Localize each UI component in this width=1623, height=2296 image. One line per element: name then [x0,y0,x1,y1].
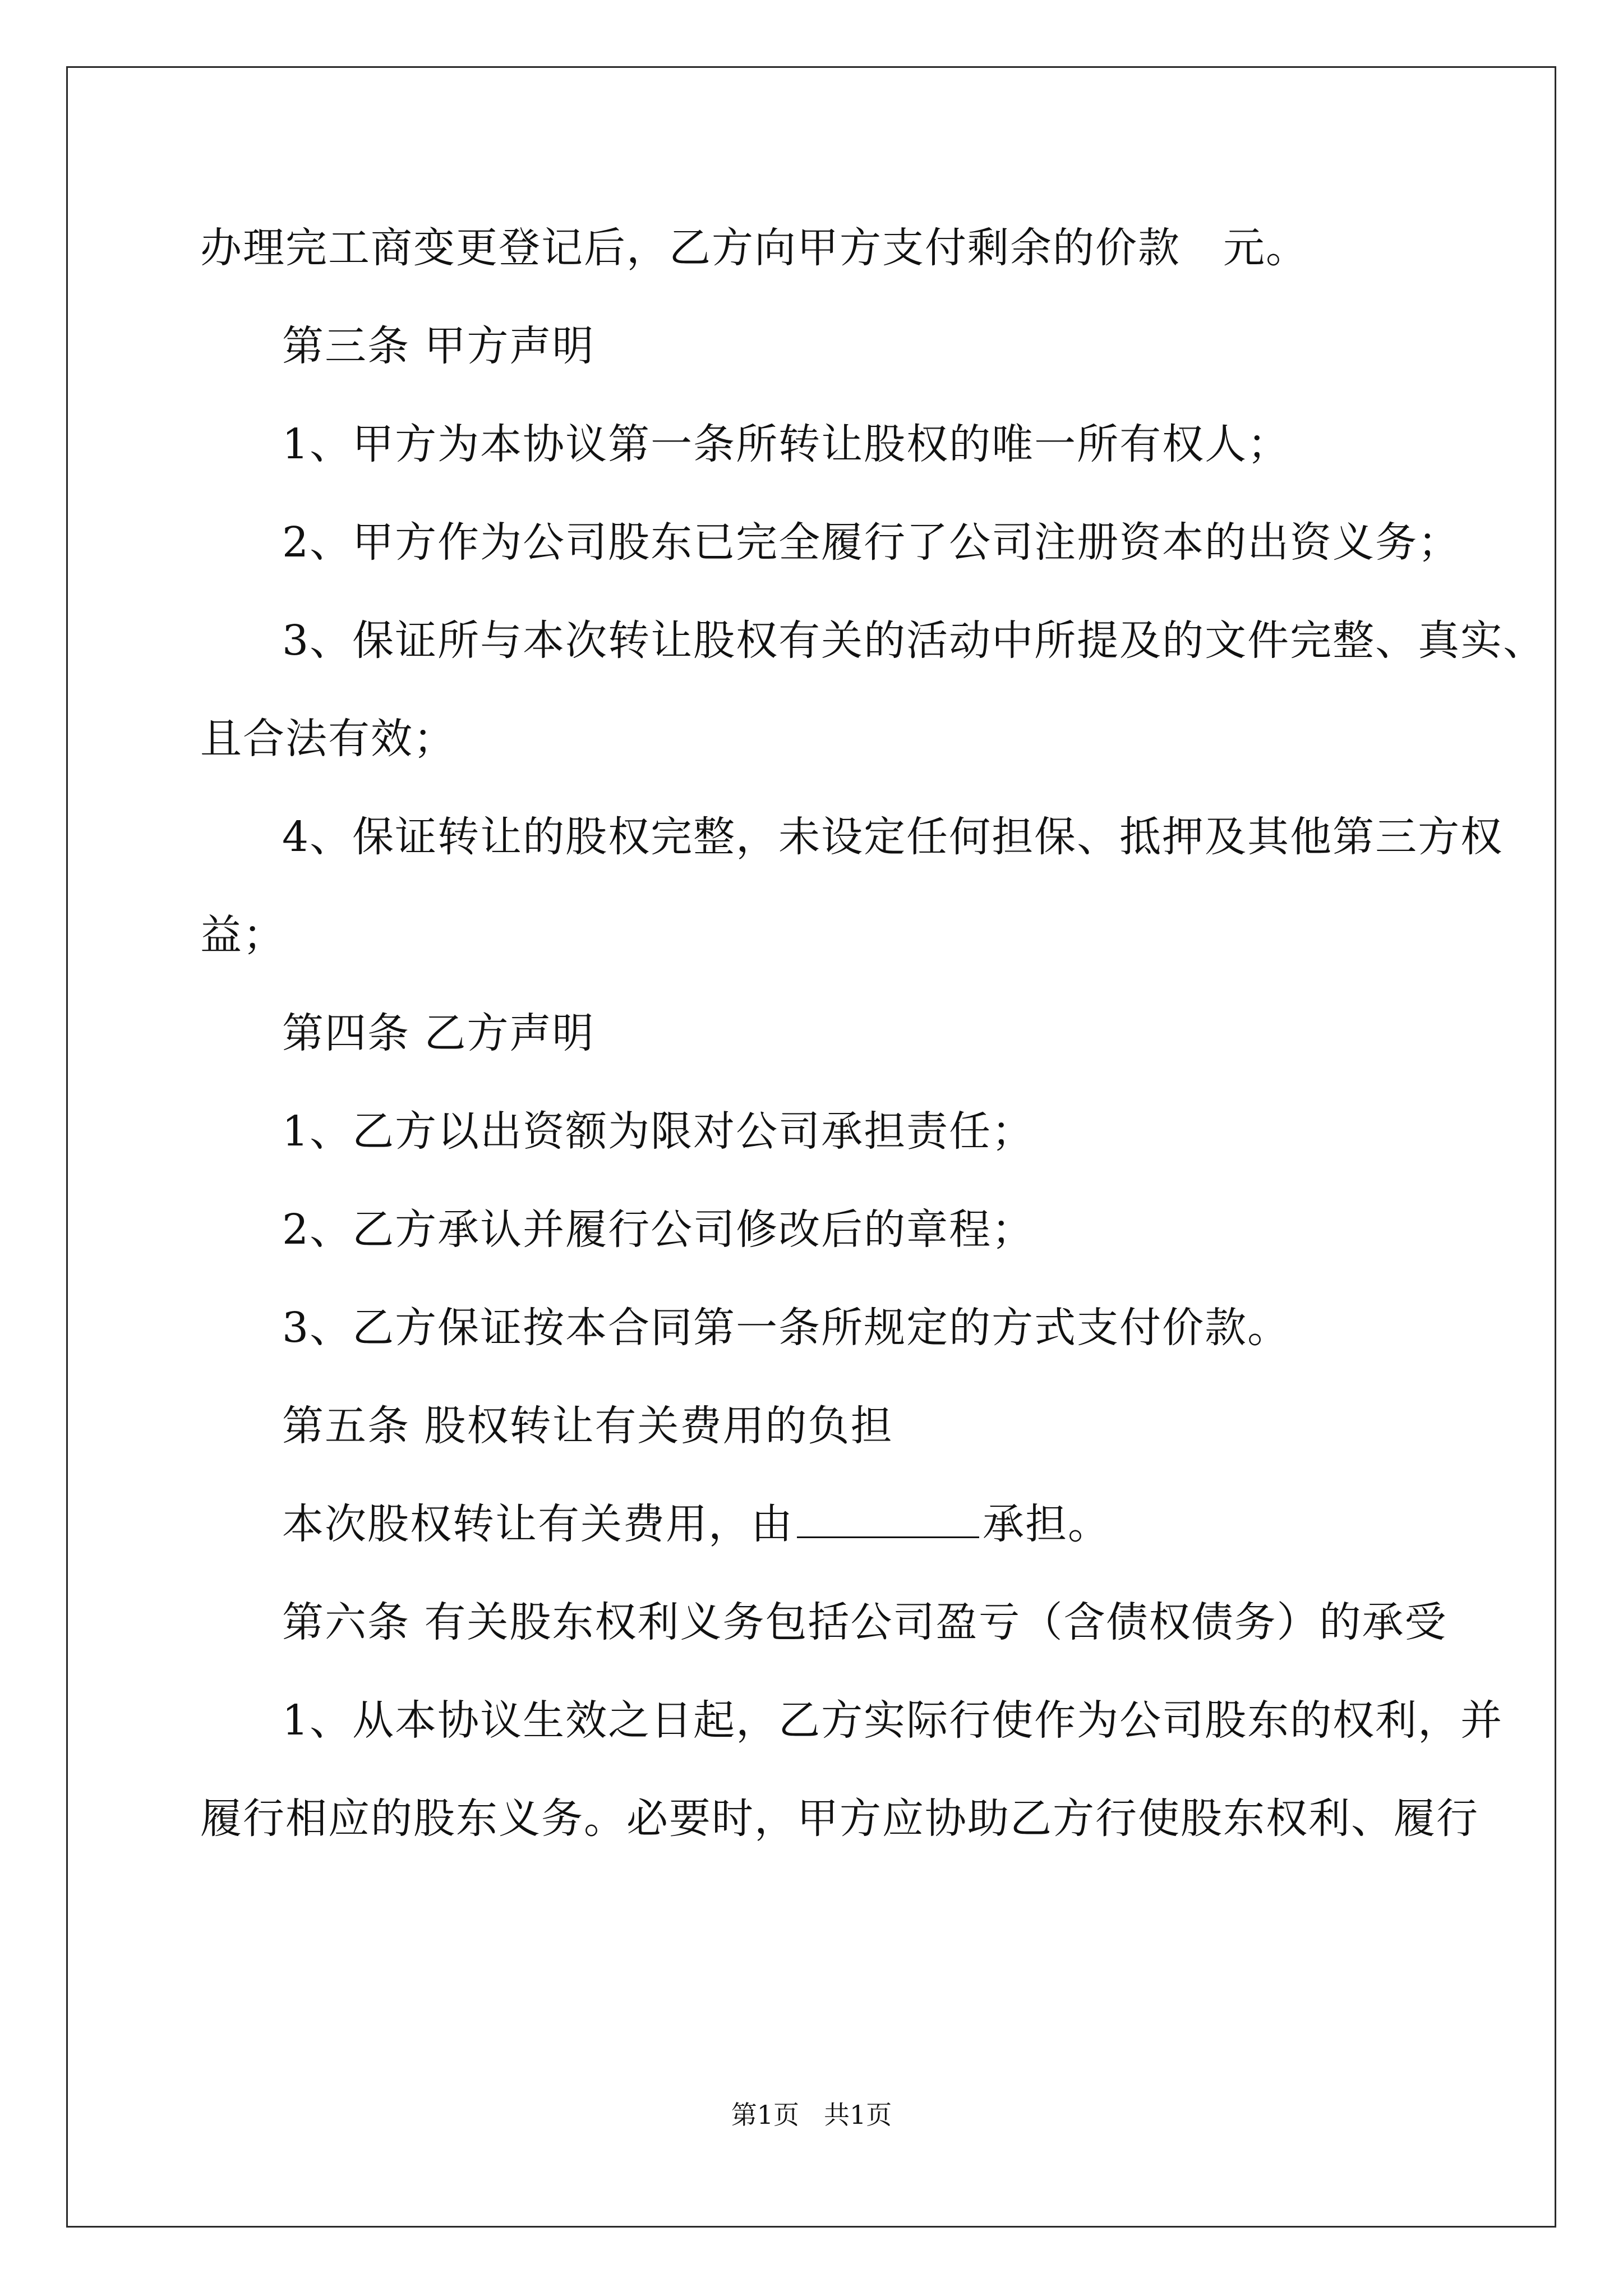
paragraph-line: 1、乙方以出资额为限对公司承担责任； [282,1107,1035,1156]
page-footer [0,2098,1623,2132]
section-heading: 第五条 股权转让有关费用的负担 [282,1402,893,1450]
paragraph-line: 2、乙方承认并履行公司修改后的章程； [282,1205,1035,1254]
paragraph-line: 且合法有效； [200,715,456,763]
paragraph-line: 3、乙方保证按本合同第一条所规定的方式支付价款。 [282,1304,1290,1352]
paragraph-line: 履行相应的股东义务。必要时，甲方应协助乙方行使股东权利、履行 [200,1795,1479,1843]
paragraph-line: 4、保证转让的股权完整，未设定任何担保、抵押及其他第三方权 [282,813,1504,861]
paragraph-line: 1、从本协议生效之日起，乙方实际行使作为公司股东的权利，并 [282,1696,1504,1745]
line-suffix: 承担。 [983,1500,1110,1548]
page-number: 第1页 [731,2100,799,2130]
line-text: 本次股权转让有关费用，由 [282,1500,794,1548]
paragraph-line: 1、甲方为本协议第一条所转让股权的唯一所有权人； [282,420,1290,468]
paragraph-line: 益； [200,911,285,959]
fill-in-blank [797,1504,979,1538]
paragraph-line: 2、甲方作为公司股东已完全履行了公司注册资本的出资义务； [282,518,1461,567]
section-heading: 第三条 甲方声明 [282,322,595,370]
line-suffix: 元。 [1223,224,1308,272]
paragraph-line [200,1475,1440,1573]
line-text: 办理完工商变更登记后，乙方向甲方支付剩余的价款 [200,224,1181,272]
paragraph-line: 3、保证所与本次转让股权有关的活动中所提及的文件完整、真实、 [282,616,1546,665]
page-total: 共1页 [824,2100,892,2130]
section-heading: 第六条 有关股东权利义务包括公司盈亏（含债权债务）的承受 [282,1598,1447,1646]
document-body [200,199,1546,1868]
paragraph-line [200,199,1440,297]
section-heading: 第四条 乙方声明 [282,1009,595,1057]
